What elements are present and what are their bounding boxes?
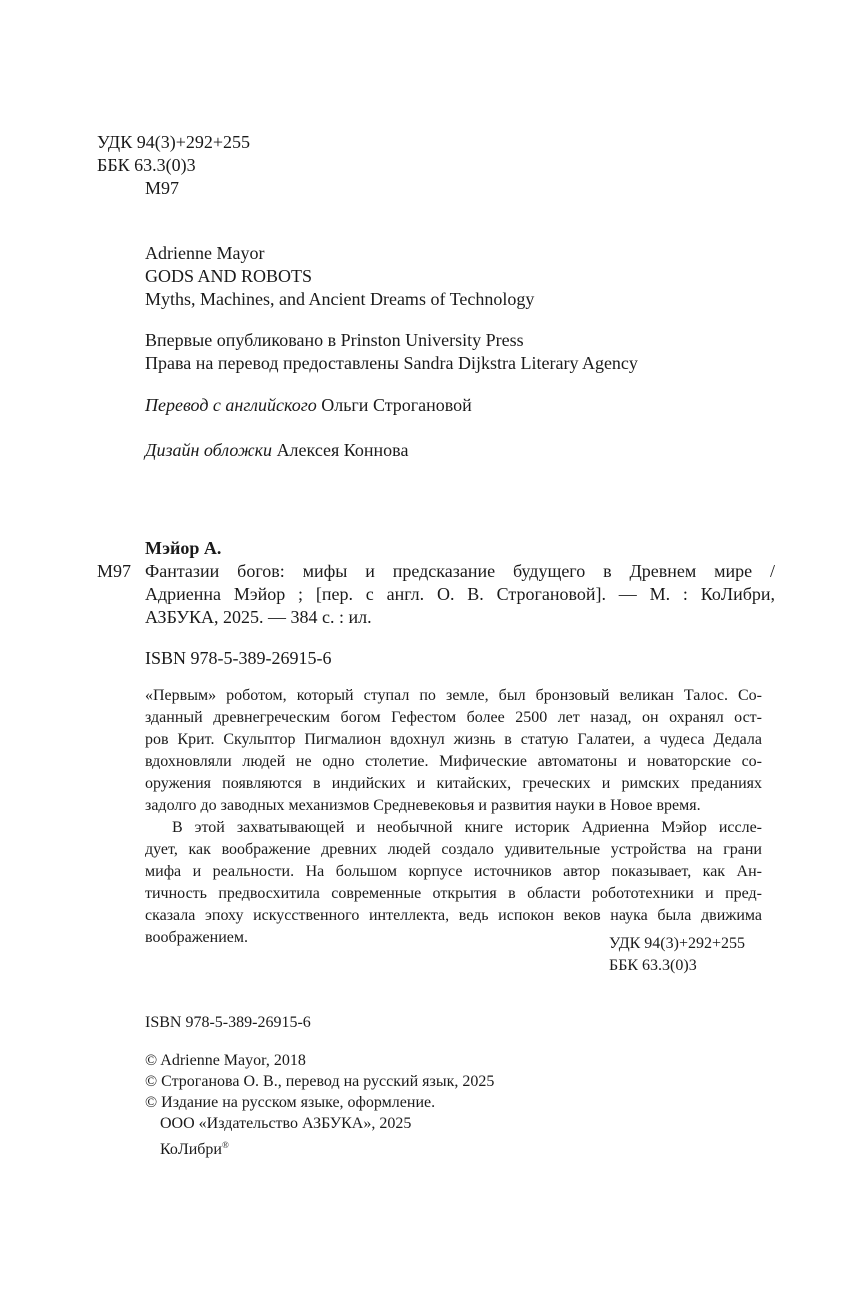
imprint-label: КоЛибри [160, 1141, 222, 1158]
annotation-line: ров Крит. Скульптор Пигмалион вдохнул жизнь в статую Галатеи, а чудеса Дедала [145, 731, 762, 748]
author-mark: М97 [145, 178, 180, 198]
original-subtitle: Myths, Machines, and Ancient Dreams of Technology [145, 289, 535, 309]
translator-credit [145, 394, 472, 416]
publisher-name: ООО «Издательство АЗБУКА», 2025 [160, 1115, 412, 1132]
catalog-isbn: ISBN 978-5-389-26915-6 [145, 648, 332, 668]
registered-mark: ® [222, 1140, 229, 1150]
annotation-line: задолго до заводных механизмов Средневековья и развития науки в Новое время. [145, 797, 701, 814]
annotation-line: мифа и реальности. На большом корпусе источников автор показывает, как Ан- [145, 863, 762, 880]
original-author: Adrienne Mayor [145, 243, 265, 263]
cover-design-credit [145, 439, 408, 461]
annotation-line: В этой захватывающей и необычной книге историк Адриенна Мэйор иссле- [172, 819, 762, 836]
copyright-edition: © Издание на русском языке, оформление. [145, 1094, 436, 1111]
cover-design-name: Алексея Коннова [276, 440, 409, 460]
bbk-code: ББК 63.3(0)3 [97, 155, 196, 175]
annotation-line: зданный древнегреческим богом Гефестом более 2500 лет назад, он охранял ост- [145, 709, 762, 726]
annotation-line: сказала эпоху искусственного интеллекта, ведь испокон веков наука была движима [145, 907, 762, 924]
original-title: GODS AND ROBOTS [145, 266, 313, 286]
catalog-author: Мэйор А. [145, 538, 222, 558]
copyright-translation: © Строганова О. В., перевод на русский язык, 2025 [145, 1073, 495, 1090]
catalog-mark: М97 [97, 561, 132, 581]
translator-name: Ольги Строгановой [321, 395, 472, 415]
publication-line-2: Права на перевод предоставлены Sandra Dijkstra Literary Agency [145, 353, 638, 373]
annotation-bbk: ББК 63.3(0)3 [609, 957, 697, 974]
udk-code: УДК 94(3)+292+255 [97, 132, 250, 152]
catalog-line-2: Адриенна Мэйор ; [пер. с англ. О. В. Строгановой]. — М. : КоЛибри, [145, 584, 775, 604]
cover-design-label: Дизайн обложки [145, 440, 273, 460]
annotation-line: тичность предвосхитила современные открытия в области робототехники и пред- [145, 885, 762, 902]
annotation-line: воображением. [145, 929, 248, 946]
copyright-author: © Adrienne Mayor, 2018 [145, 1052, 306, 1069]
annotation-line: «Первым» роботом, который ступал по земле, был бронзовый великан Талос. Со- [145, 687, 762, 704]
publication-line-1: Впервые опубликовано в Prinston University Press [145, 330, 524, 350]
annotation-line: оружения появляются в индийских и китайских, греческих и римских преданиях [145, 775, 762, 792]
catalog-line-1: Фантазии богов: мифы и предсказание будущего в Древнем мире / [145, 561, 775, 581]
footer-isbn: ISBN 978-5-389-26915-6 [145, 1014, 311, 1031]
imprint-name [160, 1135, 229, 1160]
translator-label: Перевод с английского [145, 395, 317, 415]
catalog-line-3: АЗБУКА, 2025. — 384 с. : ил. [145, 607, 372, 627]
annotation-udk: УДК 94(3)+292+255 [609, 935, 745, 952]
annotation-line: вдохновляли людей не одно столетие. Мифические автоматоны и новаторские со- [145, 753, 762, 770]
annotation-line: дует, как воображение древних людей создало удивительные устройства на грани [145, 841, 762, 858]
